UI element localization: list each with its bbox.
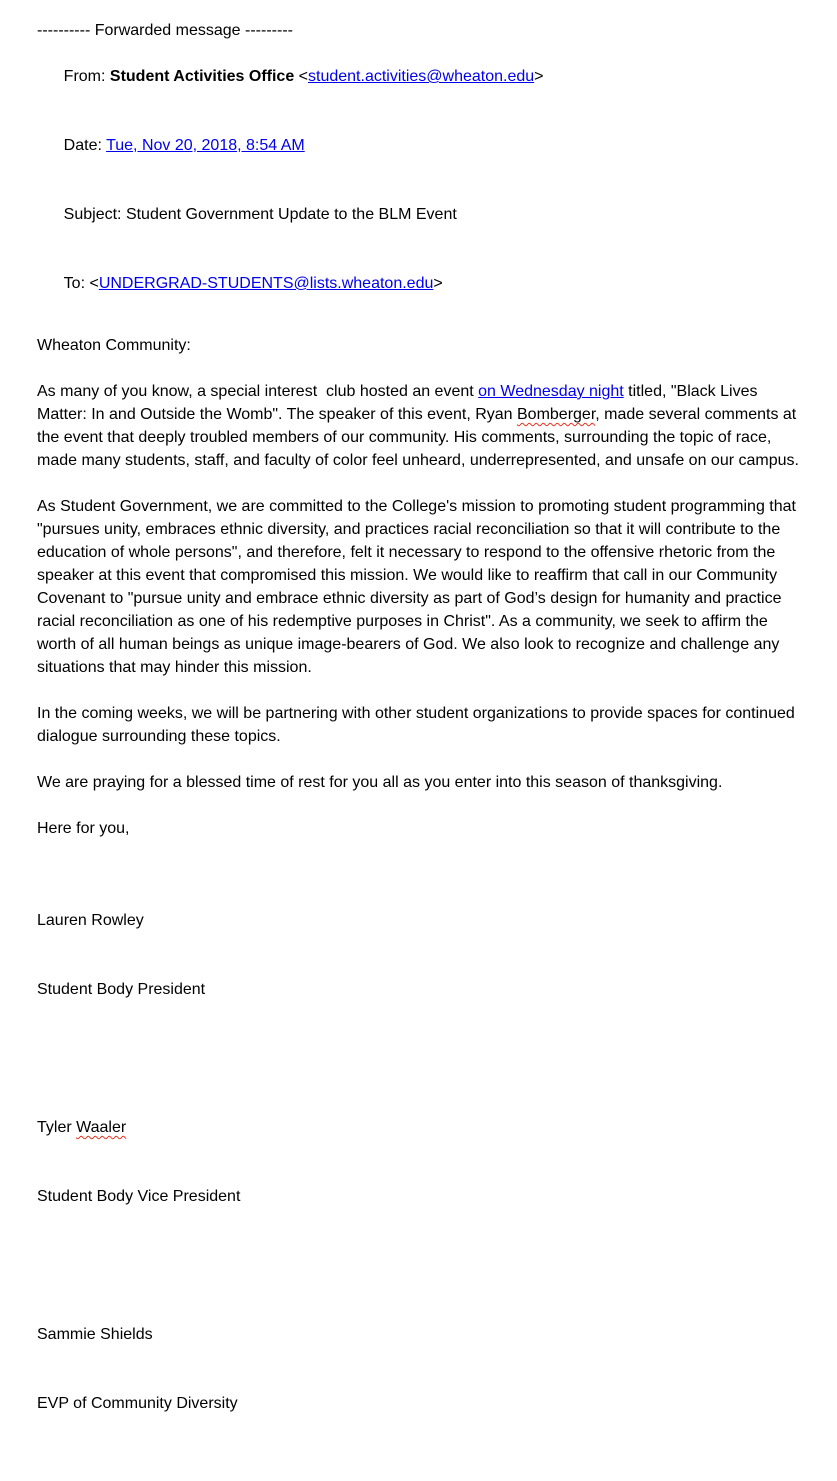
angle-close: > xyxy=(433,275,443,292)
greeting: Wheaton Community: xyxy=(37,337,191,354)
to-label: To: xyxy=(63,275,90,292)
angle-close: > xyxy=(534,68,544,85)
p1-text-end: , made several comments at the event that deeply troubled members of our community. His comments, surrounding the topic of race, made many students, staff, and faculty of color feel unheard, underrepresented, and unsafe on our campus. xyxy=(37,406,801,469)
subject-value: Student Government Update to the BLM Event xyxy=(125,206,457,223)
forwarded-divider-line: ---------- Forwarded message --------- xyxy=(37,22,293,39)
from-label: From: xyxy=(63,68,110,85)
signature-name: Lauren Rowley xyxy=(37,912,144,929)
signature-title: EVP of Community Diversity xyxy=(37,1395,238,1412)
signature-title: Student Body President xyxy=(37,981,206,998)
wednesday-night-link[interactable]: on Wednesday night xyxy=(478,383,624,400)
email-body xyxy=(37,334,802,1461)
p1-text-mid: titled, "Black Lives Matter: In and Outside the Womb". The speaker of this event, Ryan xyxy=(37,383,762,423)
signature-block xyxy=(37,863,802,1047)
date-line xyxy=(37,111,802,180)
recipient-list-link[interactable]: UNDERGRAD-STUDENTS@lists.wheaton.edu xyxy=(98,275,434,292)
angle-open: < xyxy=(294,68,309,85)
subject-label: Subject: xyxy=(63,206,126,223)
signature-block xyxy=(37,1277,802,1461)
date-label: Date: xyxy=(63,137,107,154)
to-line xyxy=(37,249,802,318)
paragraph-mission-statement: As Student Government, we are committed to the College's mission to promoting student programming that "pursues unity, embraces ethnic diversity, and practices racial reconciliation so that it will contribute to the education of whole persons", and therefore, felt it necessary to respond to the offensive rhetoric from the speaker at this event that compromised this mission. We would like to reaffirm that call in our Community Covenant to "pursue unity and embrace ethnic diversity as part of God’s design for humanity and practice racial reconciliation as one of his redemptive purposes in Christ". As a community, we seek to affirm the worth of all human beings as unique image-bearers of God. We also look to recognize and challenge any situations that may hinder this mission. xyxy=(37,498,801,676)
signature-title: Student Body Vice President xyxy=(37,1188,241,1205)
paragraph-thanksgiving: We are praying for a blessed time of rest for you all as you enter into this season of thanksgiving. xyxy=(37,774,723,791)
signature-spellcheck-word: Waaler xyxy=(76,1119,127,1136)
forwarded-header xyxy=(37,19,802,318)
subject-line xyxy=(37,180,802,249)
signature-block xyxy=(37,1070,802,1254)
p1-text-start: As many of you know, a special interest club hosted an event xyxy=(37,383,479,400)
from-line xyxy=(37,42,802,111)
p1-spellcheck-word: Bomberger xyxy=(517,406,596,423)
paragraph-event-description xyxy=(37,380,802,472)
sender-email-link[interactable]: student.activities@wheaton.edu xyxy=(308,68,535,85)
signature-name: Sammie Shields xyxy=(37,1326,153,1343)
paragraph-coming-weeks: In the coming weeks, we will be partnering with other student organizations to provide spaces for continued dialogue surrounding these topics. xyxy=(37,705,800,745)
signature-name xyxy=(37,1116,802,1139)
signature-name-prefix: Tyler xyxy=(37,1119,77,1136)
angle-open: < xyxy=(89,275,99,292)
date-link[interactable]: Tue, Nov 20, 2018, 8:54 AM xyxy=(106,137,305,154)
closing-line: Here for you, xyxy=(37,820,130,837)
sender-name: Student Activities Office xyxy=(109,68,295,85)
